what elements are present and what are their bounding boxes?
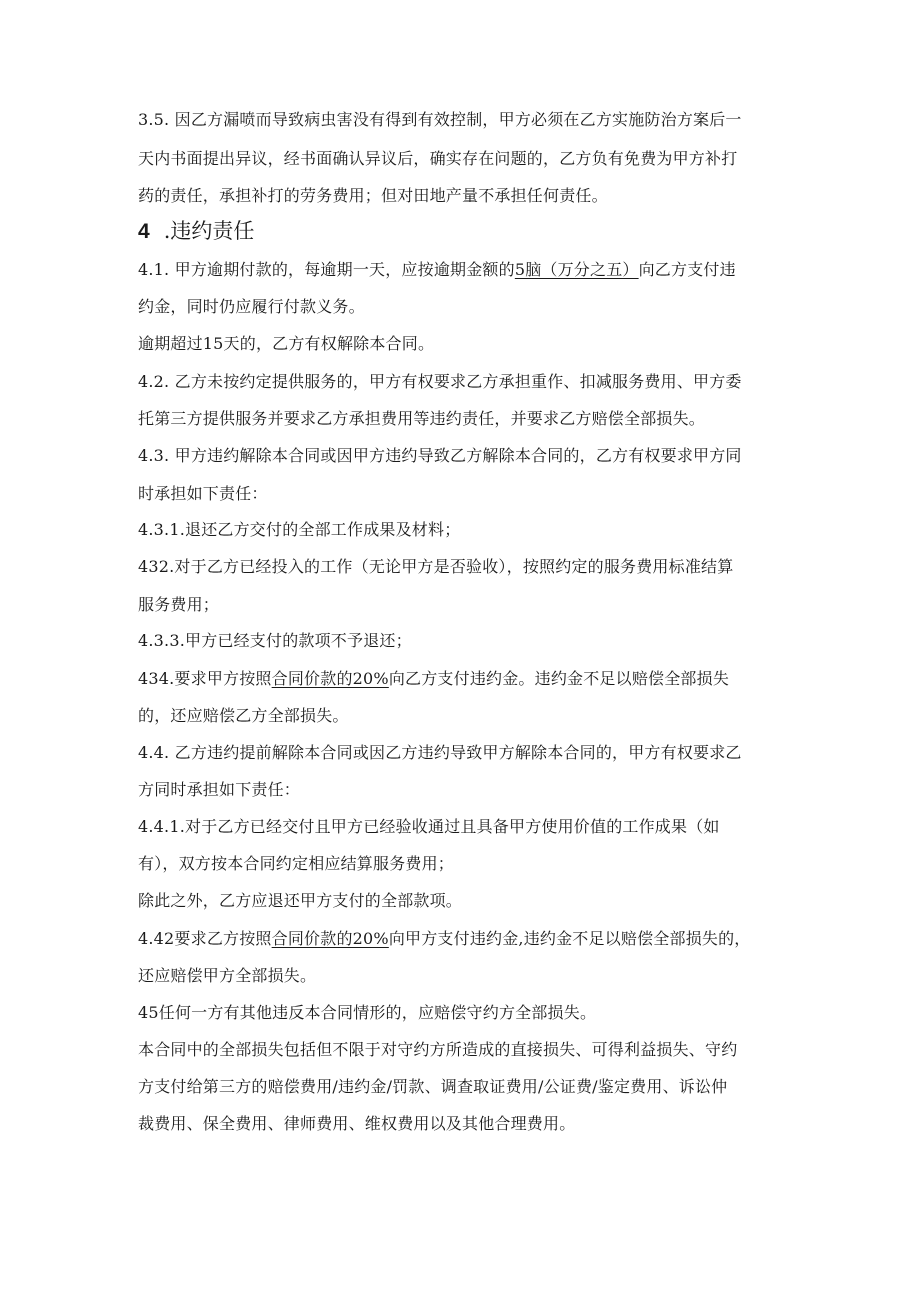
clause-4-2-line-1: 4.2. 乙方未按约定提供服务的，甲方有权要求乙方承担重作、扣减服务费用、甲方委 (138, 372, 742, 391)
losses-definition-line-1: 本合同中的全部损失包括但不限于对守约方所造成的直接损失、可得利益损失、守约 (138, 1040, 738, 1059)
clause-text: 4.42要求乙方按照 (138, 929, 272, 948)
clause-4-3-line-1: 4.3. 甲方违约解除本合同或因甲方违约导致乙方解除本合同的，乙方有权要求甲方同 (138, 446, 742, 465)
clause-4-4-line-2: 方同时承担如下责任： (138, 780, 301, 799)
clause-4-1-line-2: 约金，同时仍应履行付款义务。 (138, 297, 365, 316)
clause-4-3-4-line-2: 的，还应赔偿乙方全部损失。 (138, 706, 349, 725)
clause-4-3-1: 4.3.1.退还乙方交付的全部工作成果及材料； (138, 520, 461, 539)
clause-3-5-line-2: 天内书面提出异议，经书面确认异议后，确实存在问题的，乙方负有免费为甲方补打 (138, 149, 738, 168)
clause-4-4-line-1: 4.4. 乙方违约提前解除本合同或因乙方违约导致甲方解除本合同的，甲方有权要求乙 (138, 743, 742, 762)
clause-4-4-1-line-3: 除此之外，乙方应退还甲方支付的全部款项。 (138, 891, 463, 910)
clause-4-3-3: 4.3.3.甲方已经支付的款项不予退还； (138, 631, 412, 650)
clause-4-5: 45任何一方有其他违反本合同情形的，应赔偿守约方全部损失。 (138, 1003, 597, 1022)
clause-3-5-line-3: 药的责任，承担补打的劳务费用；但对田地产量不承担任何责任。 (138, 186, 608, 205)
clause-4-1-line-1 (138, 260, 736, 280)
section-title: .违约责任 (163, 219, 255, 243)
losses-definition-line-2: 方支付给第三方的赔偿费用/违约金/罚款、调查取证费用/公证费/鉴定费用、诉讼仲 (138, 1077, 728, 1096)
clause-4-4-2-line-1 (138, 929, 751, 949)
underlined-rate: 5脑（万分之五） (514, 260, 639, 279)
clause-4-3-2-line-1: 432.对于乙方已经投入的工作（无论甲方是否验收），按照约定的服务费用标准结算 (138, 557, 734, 576)
clause-text: 4.1. 甲方逾期付款的，每逾期一天，应按逾期金额的 (138, 260, 515, 279)
clause-4-3-line-2: 时承担如下责任： (138, 484, 268, 503)
clause-text: 434.要求甲方按照 (138, 669, 272, 688)
clause-text: 向乙方支付违 (638, 260, 736, 279)
clause-4-3-4-line-1 (138, 669, 729, 689)
clause-text: 向甲方支付违约金,违约金不足以赔偿全部损失的， (388, 929, 751, 948)
underlined-amount: 合同价款的20% (271, 929, 389, 948)
clause-4-4-1-line-1: 4.4.1.对于乙方已经交付且甲方已经验收通过且具备甲方使用价值的工作成果（如 (138, 817, 720, 836)
clause-4-4-1-line-2: 有），双方按本合同约定相应结算服务费用； (138, 854, 455, 873)
clause-3-5-line-1: 3.5. 因乙方漏喷而导致病虫害没有得到有效控制，甲方必须在乙方实施防治方案后一 (138, 110, 742, 129)
clause-4-1-line-3: 逾期超过15天的，乙方有权解除本合同。 (138, 334, 435, 353)
clause-text: 向乙方支付违约金。违约金不足以赔偿全部损失 (388, 669, 730, 688)
clause-4-4-2-line-2: 还应赔偿甲方全部损失。 (138, 966, 317, 985)
clause-4-2-line-2: 托第三方提供服务并要求乙方承担费用等违约责任，并要求乙方赔偿全部损失。 (138, 409, 706, 428)
section-heading (138, 218, 254, 245)
clause-4-3-2-line-2: 服务费用； (138, 595, 220, 614)
underlined-amount: 合同价款的20% (271, 669, 389, 688)
section-number: 4 (138, 220, 150, 243)
losses-definition-line-3: 裁费用、保全费用、律师费用、维权费用以及其他合理费用。 (138, 1114, 576, 1133)
